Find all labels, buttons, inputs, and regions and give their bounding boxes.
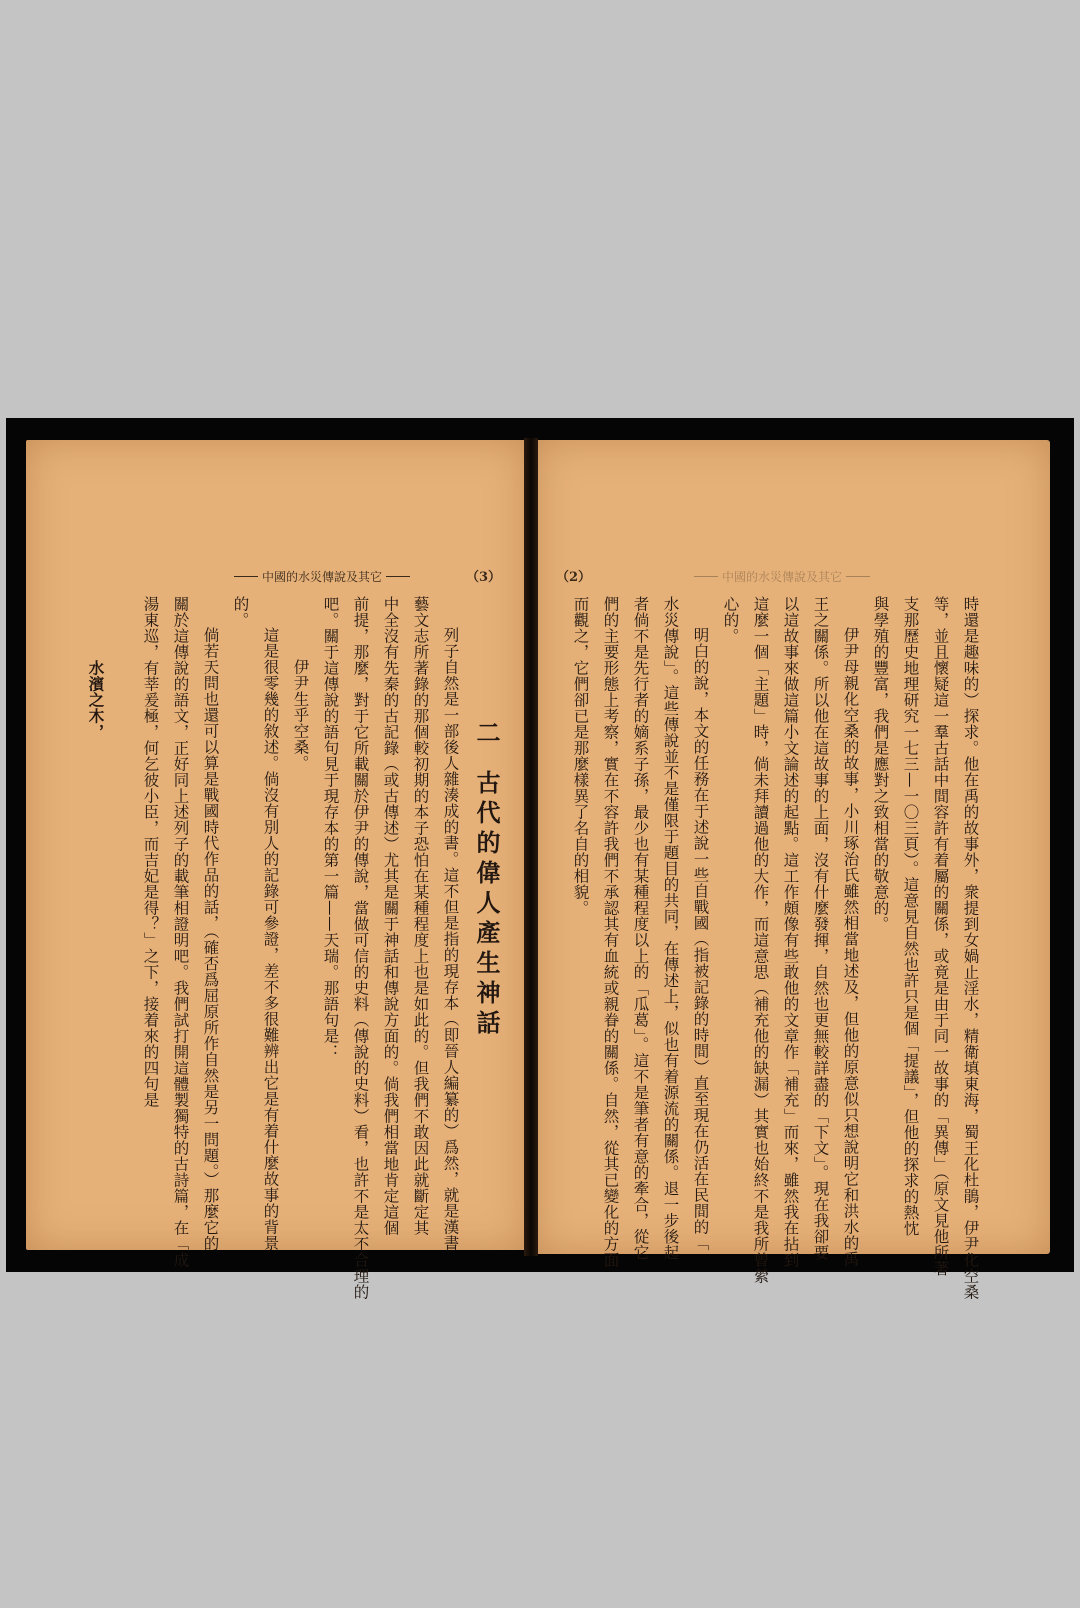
right-page-number-wrap xyxy=(556,566,591,585)
text-column: 前提，那麼，對于它所載關於伊尹的傳說，當做可信的史料（傳說的史料）看，也許不是太不合理的 xyxy=(351,596,370,1300)
left-page-number-wrap xyxy=(466,566,501,585)
text-column: 湯東巡，有莘爰極，何乞彼小臣，而吉妃是得？」之下，接着來的四句是 xyxy=(141,596,160,1108)
text-column: 這麼一個「主題」時，倘未拜讀過他的大作，而這意思（補充他的缺漏）其實也始終不是我所曾縈 xyxy=(751,596,770,1284)
text-column: 水濱之木， xyxy=(86,660,106,740)
right-header-title: 中國的水災傳說及其它 xyxy=(722,570,843,584)
text-column: 藝文志所著錄的那個較初期的本子恐怕在某種程度上也是如此的。但我們不敢因此就斷定其 xyxy=(411,596,430,1236)
text-column: 王之關係。所以他在這故事的上面，沒有什麼發揮，自然也更無較詳盡的「下文」。現在我卻要 xyxy=(811,596,830,1261)
text-column: 倘若天問也還可以算是戰國時代作品的話，（確否爲屈原所作自然是另一問題。）那麼它的 xyxy=(201,627,220,1252)
book-gutter xyxy=(524,438,538,1256)
text-column: 的。 xyxy=(231,596,250,628)
text-column: 心的。 xyxy=(721,596,740,644)
text-column: 列子自然是一部後人雜湊成的書。這不但是指的現存本（即晉人編纂的）爲然，就是漢書 xyxy=(441,627,460,1251)
text-column: 時還是趣味的）探求。他在禹的故事外，衆提到女媧止淫水，精衛填東海，蜀王化杜鵑，伊尹化空桑 xyxy=(961,596,980,1300)
text-column: 與學殖的豐富，我們是應對之致相當的敬意的。 xyxy=(871,596,890,932)
header-rule xyxy=(694,576,718,577)
text-column: 中全沒有先秦的古記錄（或古傳述）尤其是關于神話和傳說方面的。倘我們相當地肯定這個 xyxy=(381,596,400,1236)
text-column: 伊尹母親化空桑的故事，小川琢治氏雖然相當地述及，但他的原意似只想說明它和洪水的禹 xyxy=(841,627,860,1267)
text-column: 伊尹生乎空桑。 xyxy=(291,659,310,771)
header-rule xyxy=(846,576,870,577)
text-column: 水災傳說」。這些傳說並不是僅限于題目的共同，在傳述上，似也有着源流的關係。退一步後起 xyxy=(661,596,680,1261)
left-page-number: （3） xyxy=(466,570,502,585)
text-column: 以這故事來做這篇小文論述的起點。這工作頗像有些敢他的文章作「補充」而來，雖然我在拈到 xyxy=(781,596,800,1268)
text-column: 吧。關于這傳說的語句見于現存本的第一篇——天瑞。那語句是： xyxy=(321,596,340,1060)
text-column: 而觀之，它們卻已是那麼樣異了名自的相貌。 xyxy=(571,596,590,916)
left-page-header xyxy=(230,568,414,585)
text-column: 者倘不是先行者的嫡系子孫，最少也有某種程度以上的「瓜葛」。這不是筆者有意的牽合，從它 xyxy=(631,596,650,1261)
right-page-header xyxy=(690,568,874,585)
chapter-number: 二 xyxy=(472,720,501,750)
text-column: 這是很零幾的敘述。倘沒有別人的記錄可參證，差不多很難辨出它是有着什麼故事的背景 xyxy=(261,627,280,1251)
chapter-title: 古代的偉人產生神話 xyxy=(472,770,501,1040)
header-rule xyxy=(386,576,410,577)
text-column: 關於這傳說的語文，正好同上述列子的載筆相證明吧。我們試打開這體製獨特的古詩篇，在「成 xyxy=(171,596,190,1268)
header-rule xyxy=(234,576,258,577)
right-page-number: （2） xyxy=(556,570,592,585)
text-column: 支那歷史地理研究一七三—一〇三頁）。這意見自然也許只是個「提議」，但他的探求的熱忱 xyxy=(901,596,920,1237)
text-column: 明白的說，本文的任務在于述說一些自戰國（指被記錄的時間）直至現在仍活在民間的「 xyxy=(691,627,710,1251)
left-header-title: 中國的水災傳說及其它 xyxy=(262,570,383,584)
text-column: 等，並且懷疑這一羣古話中間容許有着屬的關係，或竟是由于同一故事的「異傳」（原文見他所著 xyxy=(931,596,950,1277)
text-column: 們的主要形態上考察，實在不容許我們不承認其有血統或親眷的關係。自然，從其已變化的方面 xyxy=(601,596,620,1268)
